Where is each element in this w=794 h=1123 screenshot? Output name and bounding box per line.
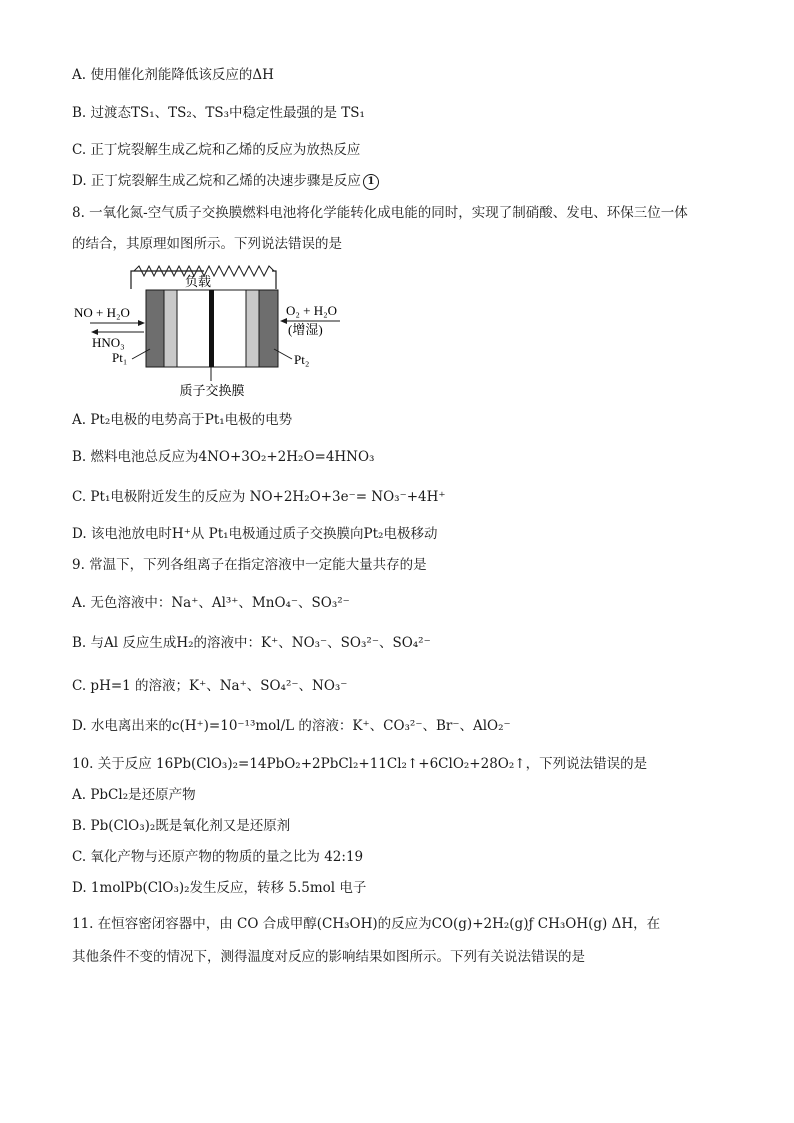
pt2-label: Pt₂ bbox=[294, 352, 310, 367]
fuel-cell-diagram bbox=[72, 265, 372, 400]
right-inlet-label: O₂ + H₂O bbox=[286, 303, 338, 318]
q10-stem: 10. 关于反应 16Pb(ClO₃)₂=14PbO₂+2PbCl₂+11Cl₂↑+6ClO₂+28O₂↑，下列说法错误的是 bbox=[72, 756, 648, 772]
membrane-label: 质子交换膜 bbox=[179, 383, 245, 398]
q7-option-a: A. 使用催化剂能降低该反应的ΔH bbox=[72, 67, 274, 83]
arrow-left-icon bbox=[280, 318, 287, 324]
circled-number: 1 bbox=[363, 174, 379, 190]
q8-option-c: C. Pt₁电极附近发生的反应为 NO+2H₂O+3e⁻= NO₃⁻+4H⁺ bbox=[72, 489, 446, 505]
q8-option-d: D. 该电池放电时H⁺从 Pt₁电极通过质子交换膜向Pt₂电极移动 bbox=[72, 526, 438, 542]
proton-exchange-membrane bbox=[209, 290, 214, 367]
q9-stem: 9. 常温下，下列各组离子在指定溶液中一定能大量共存的是 bbox=[72, 557, 427, 573]
q9-option-c: C. pH=1 的溶液；K⁺、Na⁺、SO₄²⁻、NO₃⁻ bbox=[72, 678, 348, 694]
q8-stem-line1: 8. 一氧化氮-空气质子交换膜燃料电池将化学能转化成电能的同时，实现了制硝酸、发电、环保三位一体 bbox=[72, 205, 688, 221]
q10-option-d: D. 1molPb(ClO₃)₂发生反应，转移 5.5mol 电子 bbox=[72, 880, 367, 896]
pt2-diffusion-layer bbox=[246, 290, 259, 367]
load-label: 负载 bbox=[184, 274, 212, 289]
q9-option-a: A. 无色溶液中：Na⁺、Al³⁺、MnO₄⁻、SO₃²⁻ bbox=[72, 595, 350, 611]
q7-option-b: B. 过渡态TS₁、TS₂、TS₃中稳定性最强的是 TS₁ bbox=[72, 105, 365, 121]
q7-option-c: C. 正丁烷裂解生成乙烷和乙烯的反应为放热反应 bbox=[72, 142, 361, 158]
pt2-electrode bbox=[259, 290, 278, 367]
q9-option-b: B. 与Al 反应生成H₂的溶液中：K⁺、NO₃⁻、SO₃²⁻、SO₄²⁻ bbox=[72, 635, 431, 651]
pt1-diffusion-layer bbox=[164, 290, 177, 367]
circuit-wire-right bbox=[272, 271, 276, 289]
q10-option-c: C. 氧化产物与还原产物的物质的量之比为 42:19 bbox=[72, 849, 364, 865]
left-outlet-label: HNO₃ bbox=[92, 335, 125, 350]
q11-stem-line2: 其他条件不变的情况下，测得温度对反应的影响结果如图所示。下列有关说法错误的是 bbox=[72, 949, 585, 965]
pt1-electrode bbox=[146, 290, 164, 367]
q10-option-b: B. Pb(ClO₃)₂既是氧化剂又是还原剂 bbox=[72, 818, 291, 834]
arrow-right-icon bbox=[138, 320, 145, 326]
q10-option-a: A. PbCl₂是还原产物 bbox=[72, 787, 196, 803]
left-inlet-label: NO + H₂O bbox=[74, 305, 130, 320]
humidified-label: (增湿) bbox=[288, 322, 323, 337]
pt1-label: Pt₁ bbox=[112, 350, 128, 365]
q7-option-d-text: D. 正丁烷裂解生成乙烷和乙烯的决速步骤是反应 bbox=[72, 173, 361, 189]
q8-stem-line2: 的结合，其原理如图所示。下列说法错误的是 bbox=[72, 236, 342, 252]
q8-option-b: B. 燃料电池总反应为4NO+3O₂+2H₂O=4HNO₃ bbox=[72, 449, 375, 465]
q9-option-d: D. 水电离出来的c(H⁺)=10⁻¹³mol/L 的溶液：K⁺、CO₃²⁻、Br⁻、AlO₂⁻ bbox=[72, 718, 511, 734]
q11-stem-line1: 11. 在恒容密闭容器中，由 CO 合成甲醇(CH₃OH)的反应为CO(g)+2H₂(g)ƒ CH₃OH(g) ΔH，在 bbox=[72, 916, 661, 932]
q7-option-d bbox=[72, 172, 379, 190]
q8-option-a: A. Pt₂电极的电势高于Pt₁电极的电势 bbox=[72, 412, 293, 428]
